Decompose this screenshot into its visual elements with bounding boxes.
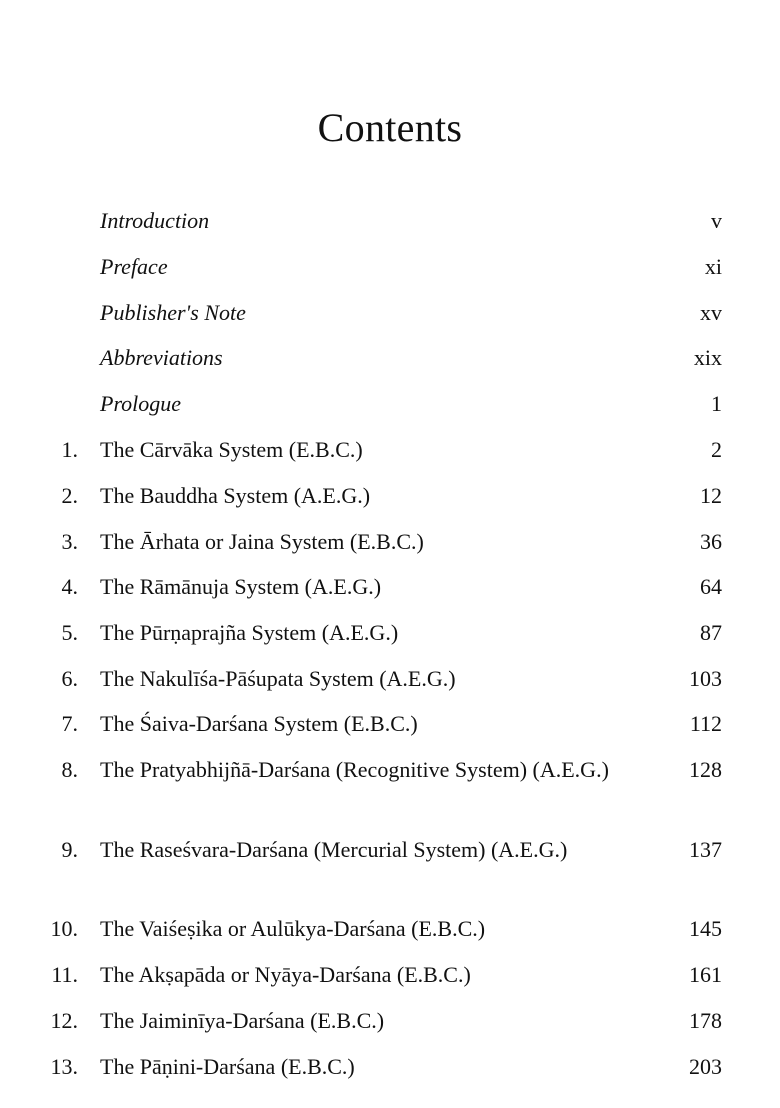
toc-entry-number: 3. xyxy=(61,529,78,554)
toc-entry-label: Preface xyxy=(100,254,168,279)
toc-entry-number: 6. xyxy=(61,666,78,691)
toc-entry-number: 12. xyxy=(50,1008,78,1033)
toc-entry-label: Abbreviations xyxy=(100,345,223,370)
toc-entry-page: 137 xyxy=(689,837,722,862)
toc-entry-page: xix xyxy=(693,345,722,370)
toc-entry-page: xi xyxy=(704,254,722,279)
toc-entry-label: The Jaiminīya-Darśana (E.B.C.) xyxy=(100,1008,385,1033)
toc-entry-label: Prologue xyxy=(100,391,182,416)
toc-entry-number: 8. xyxy=(61,757,78,782)
toc-entry-page: 2 xyxy=(711,437,722,462)
toc-entry-label: Introduction xyxy=(100,208,210,233)
toc-entry-number: 7. xyxy=(61,711,78,736)
toc-entry-page: 1 xyxy=(711,391,722,416)
toc-entry-label: The Vaiśeṣika or Aulūkya-Darśana (E.B.C.) xyxy=(100,916,486,941)
toc-entry-number: 9. xyxy=(61,837,78,862)
toc-entry-label: Publisher's Note xyxy=(100,300,246,325)
toc-entry-page: 12 xyxy=(700,483,722,508)
toc-entry-page: 112 xyxy=(689,711,722,736)
toc-entry-page: 64 xyxy=(700,574,722,599)
toc-entry-label: The Rāmānuja System (A.E.G.) xyxy=(100,574,382,599)
toc-entry-label: The Nakulīśa-Pāśupata System (A.E.G.) xyxy=(100,666,456,691)
page-title: Contents xyxy=(317,105,463,150)
toc-entry-number: 13. xyxy=(50,1054,78,1079)
toc-entry-page: 36 xyxy=(700,529,722,554)
toc-entry-label: The Bauddha System (A.E.G.) xyxy=(100,483,371,508)
toc-entry-label: The Ārhata or Jaina System (E.B.C.) xyxy=(100,529,424,554)
toc-entry-label: The Pāṇini-Darśana (E.B.C.) xyxy=(100,1054,355,1079)
toc-entry-label: The Akṣapāda or Nyāya-Darśana (E.B.C.) xyxy=(100,962,471,987)
toc-entry-label: The Pratyabhijñā-Darśana (Recognitive System) (A.E.G.) xyxy=(100,757,609,782)
toc-entry-page: v xyxy=(711,208,722,233)
toc-entry-number: 1. xyxy=(61,437,78,462)
toc-entry-page: 161 xyxy=(689,962,722,987)
toc-entry-label: The Cārvāka System (E.B.C.) xyxy=(100,437,363,462)
toc-entry-label: The Śaiva-Darśana System (E.B.C.) xyxy=(100,711,418,736)
toc-entry-number: 4. xyxy=(61,574,78,599)
toc-entry-page: 145 xyxy=(689,916,722,941)
toc-entry-page: xv xyxy=(700,300,722,325)
toc-entry-number: 2. xyxy=(61,483,78,508)
toc-entry-label: The Pūrṇaprajña System (A.E.G.) xyxy=(100,620,399,645)
toc-entry-number: 10. xyxy=(50,916,78,941)
toc-entry-label: The Raseśvara-Darśana (Mercurial System) (A.E.G.) xyxy=(100,837,568,862)
toc-entry-number: 5. xyxy=(61,620,78,645)
toc-entry-page: 178 xyxy=(689,1008,722,1033)
toc-entry-page: 203 xyxy=(689,1054,722,1079)
toc-entry-page: 87 xyxy=(700,620,722,645)
toc-entry-page: 128 xyxy=(689,757,722,782)
toc-entry-number: 11. xyxy=(51,962,78,987)
toc-entry-page: 103 xyxy=(689,666,722,691)
